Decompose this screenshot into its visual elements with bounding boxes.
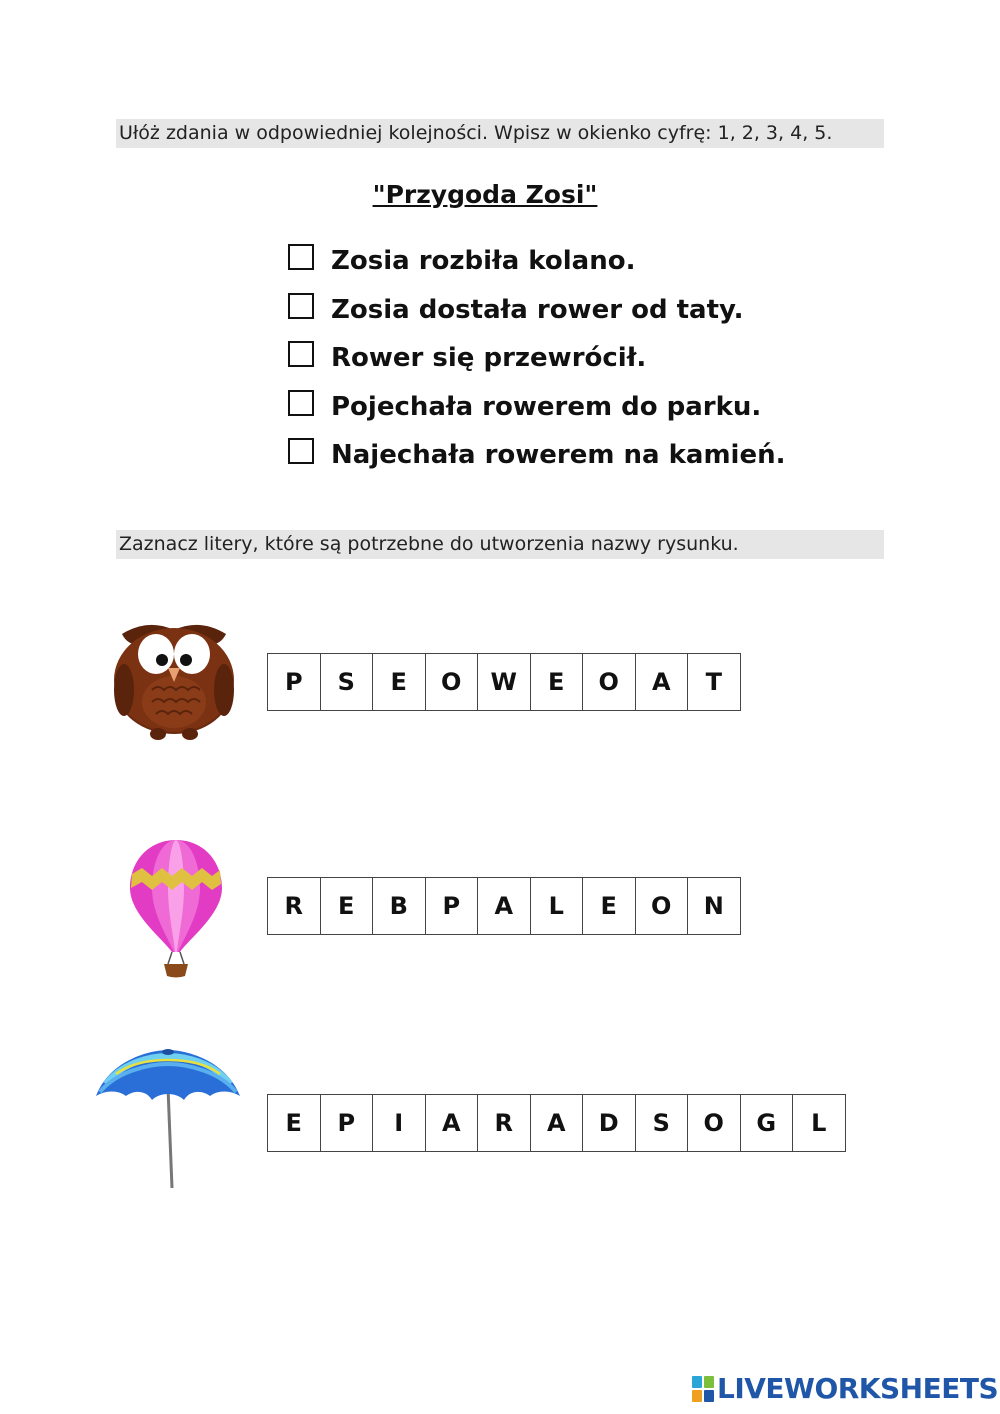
order-input-box[interactable]: [288, 293, 314, 319]
letter-cell[interactable]: R: [478, 1095, 531, 1151]
letter-cell[interactable]: B: [373, 878, 426, 934]
letter-cell[interactable]: E: [321, 878, 374, 934]
letter-cell[interactable]: O: [636, 878, 689, 934]
sentence-text: Pojechała rowerem do parku.: [331, 391, 762, 422]
story-title: "Przygoda Zosi": [372, 180, 598, 209]
logo-mark-icon: [692, 1376, 714, 1402]
sentence-text: Zosia dostała rower od taty.: [331, 294, 744, 325]
letter-cell[interactable]: N: [688, 878, 741, 934]
sentence-item: [288, 383, 888, 432]
umbrella-icon: [92, 1048, 244, 1192]
letter-cell[interactable]: S: [321, 654, 374, 710]
sentence-text: Rower się przewrócił.: [331, 343, 647, 374]
order-input-box[interactable]: [288, 438, 314, 464]
letter-cell[interactable]: E: [268, 1095, 321, 1151]
letter-cell[interactable]: P: [268, 654, 321, 710]
letter-cell[interactable]: S: [636, 1095, 689, 1151]
letter-cell[interactable]: A: [426, 1095, 479, 1151]
letter-cell[interactable]: O: [688, 1095, 741, 1151]
balloon-icon: [128, 838, 224, 980]
letter-row-umbrella: [267, 1094, 846, 1152]
letter-cell[interactable]: E: [583, 878, 636, 934]
letter-cell[interactable]: W: [478, 654, 531, 710]
logo-text: LIVEWORKSHEETS: [717, 1372, 999, 1405]
letter-cell[interactable]: I: [373, 1095, 426, 1151]
letter-cell[interactable]: R: [268, 878, 321, 934]
sentence-item: [288, 237, 888, 286]
letter-cell[interactable]: A: [636, 654, 689, 710]
letter-cell[interactable]: O: [583, 654, 636, 710]
sentence-item: [288, 334, 888, 383]
instruction-mark-letters: Zaznacz litery, które są potrzebne do utworzenia nazwy rysunku.: [116, 530, 884, 559]
letter-cell[interactable]: E: [373, 654, 426, 710]
letter-cell[interactable]: A: [478, 878, 531, 934]
liveworksheets-logo: [692, 1373, 998, 1405]
letter-cell[interactable]: P: [426, 878, 479, 934]
letter-cell[interactable]: L: [531, 878, 584, 934]
letter-cell[interactable]: D: [583, 1095, 636, 1151]
owl-icon: [108, 616, 240, 744]
order-input-box[interactable]: [288, 390, 314, 416]
sentence-item: [288, 286, 888, 335]
letter-cell[interactable]: P: [321, 1095, 374, 1151]
order-input-box[interactable]: [288, 341, 314, 367]
letter-cell[interactable]: A: [531, 1095, 584, 1151]
letter-cell[interactable]: T: [688, 654, 741, 710]
sentence-list: [288, 237, 888, 480]
order-input-box[interactable]: [288, 244, 314, 270]
letter-cell[interactable]: E: [531, 654, 584, 710]
instruction-order-sentences: Ułóż zdania w odpowiedniej kolejności. Wpisz w okienko cyfrę: 1, 2, 3, 4, 5.: [116, 119, 884, 148]
letter-row-balloon: [267, 877, 741, 935]
letter-cell[interactable]: O: [426, 654, 479, 710]
letter-row-owl: [267, 653, 741, 711]
letter-cell[interactable]: L: [793, 1095, 846, 1151]
letter-cell[interactable]: G: [741, 1095, 794, 1151]
sentence-item: [288, 431, 888, 480]
sentence-text: Zosia rozbiła kolano.: [331, 246, 636, 277]
sentence-text: Najechała rowerem na kamień.: [331, 440, 786, 471]
